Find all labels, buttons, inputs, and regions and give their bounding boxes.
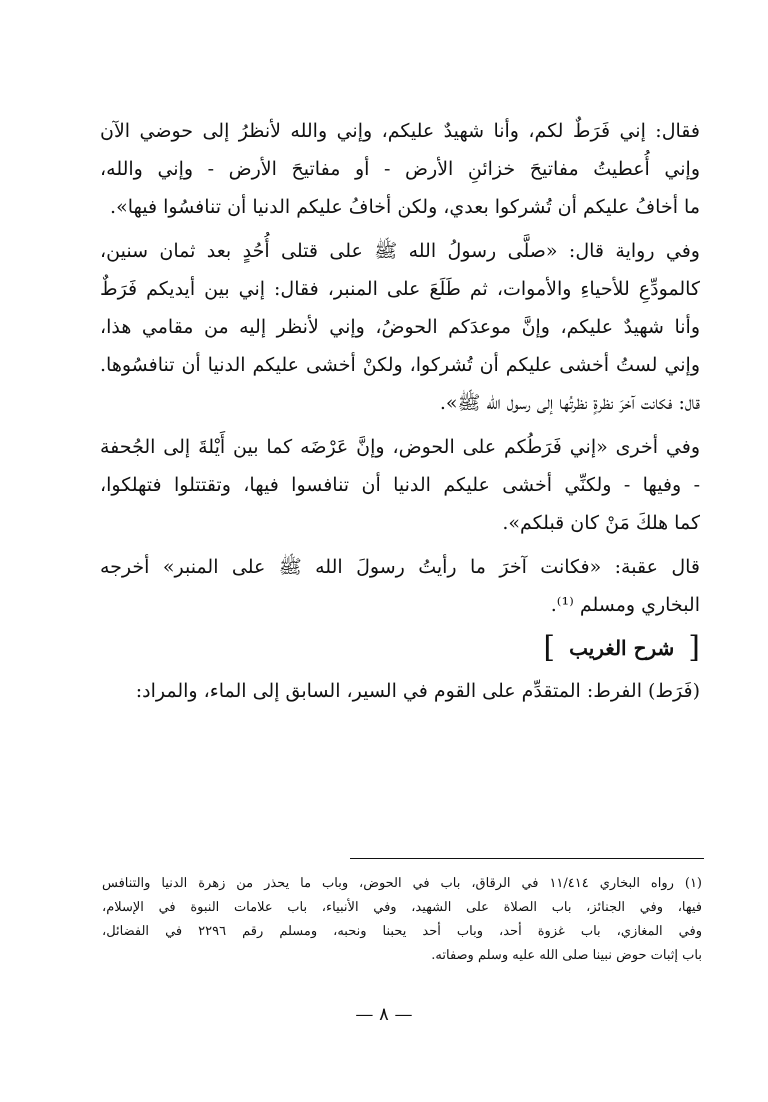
heading-text: شرح الغريب: [569, 636, 675, 660]
text-line: وإني أُعطيتُ مفاتيحَ خزائنِ الأرض - أو مفاتيحَ الأرض - وإني والله،: [100, 158, 700, 180]
bracket-close: ]: [543, 630, 556, 665]
text-line: وفي رواية قال: «صلَّى رسولُ الله ﷺ على قتلى أُحُدٍ بعد ثمان سنين،: [100, 240, 700, 262]
text-line: وإني لستُ أخشى عليكم أن تُشركوا، ولكنْ أخشى عليكم الدنيا أن تنافسُوها.: [100, 354, 700, 376]
text-line: كما هلكَ مَنْ كان قبلكم».: [502, 512, 700, 534]
main-text: [100, 112, 700, 710]
text-line: قال: فكانت آخرَ نظرةٍ نظرتُها إلى رسول الله ﷺ».: [439, 392, 700, 414]
section-heading: [100, 624, 700, 672]
footnote-line: باب إثبات حوض نبينا صلى الله عليه وسلم وصفاته.: [431, 948, 702, 963]
text-line: وفي أخرى «إني فَرَطُكم على الحوض، وإنَّ عَرْضَه كما بين أَيْلةَ إلى الجُحفة: [100, 436, 700, 458]
text-line: - وفيها - ولكنِّي أخشى عليكم الدنيا أن تنافسوا فيها، وتقتتلوا فتهلكوا،: [100, 474, 700, 496]
text-line: ما أخافُ عليكم أن تُشركوا بعدي، ولكن أخافُ عليكم الدنيا أن تنافسُوا فيها».: [110, 196, 700, 218]
footnote-divider: [350, 858, 704, 859]
text-line: كالمودِّعِ للأحياءِ والأموات، ثم طَلَعَ على المنبر، فقال: إني بين أيديكم فَرَطٌ: [100, 278, 700, 300]
text-line: قال عقبة: «فكانت آخرَ ما رأيتُ رسولَ الله ﷺ على المنبر» أخرجه: [100, 556, 700, 578]
text-line: البخاري ومسلم ⁽¹⁾.: [550, 594, 700, 616]
gloss-line: (فَرَط) الفرط: المتقدِّم على القوم في السير، السابق إلى الماء، والمراد:: [135, 680, 700, 702]
footnote: [102, 872, 702, 968]
text-line: وأنا شهيدٌ عليكم، وإنَّ موعدَكم الحوضُ، وإني لأنظر إليه من مقامي هذا،: [100, 316, 700, 338]
heading-box: [543, 630, 700, 665]
footnote-line: فيها، وفي الجنائز، باب الصلاة على الشهيد، وفي الأنبياء، باب علامات النبوة في الإسلام،: [102, 900, 702, 915]
page-number: — ٨ —: [355, 1004, 413, 1025]
footnote-line: (١) رواه البخاري ١١/٤١٤ في الرقاق، باب في الحوض، وباب ما يحذر من زهرة الدنيا والتنافس: [102, 876, 702, 891]
text-line: فقال: إني فَرَطٌ لكم، وأنا شهيدٌ عليكم، وإني والله لأنظرُ إلى حوضي الآن: [100, 120, 700, 142]
bracket-open: [: [688, 630, 700, 665]
footnote-line: وفي المغازي، باب غزوة أحد، وباب أحد يحبنا ونحبه، ومسلم رقم ٢٢٩٦ في الفضائل،: [102, 924, 702, 939]
